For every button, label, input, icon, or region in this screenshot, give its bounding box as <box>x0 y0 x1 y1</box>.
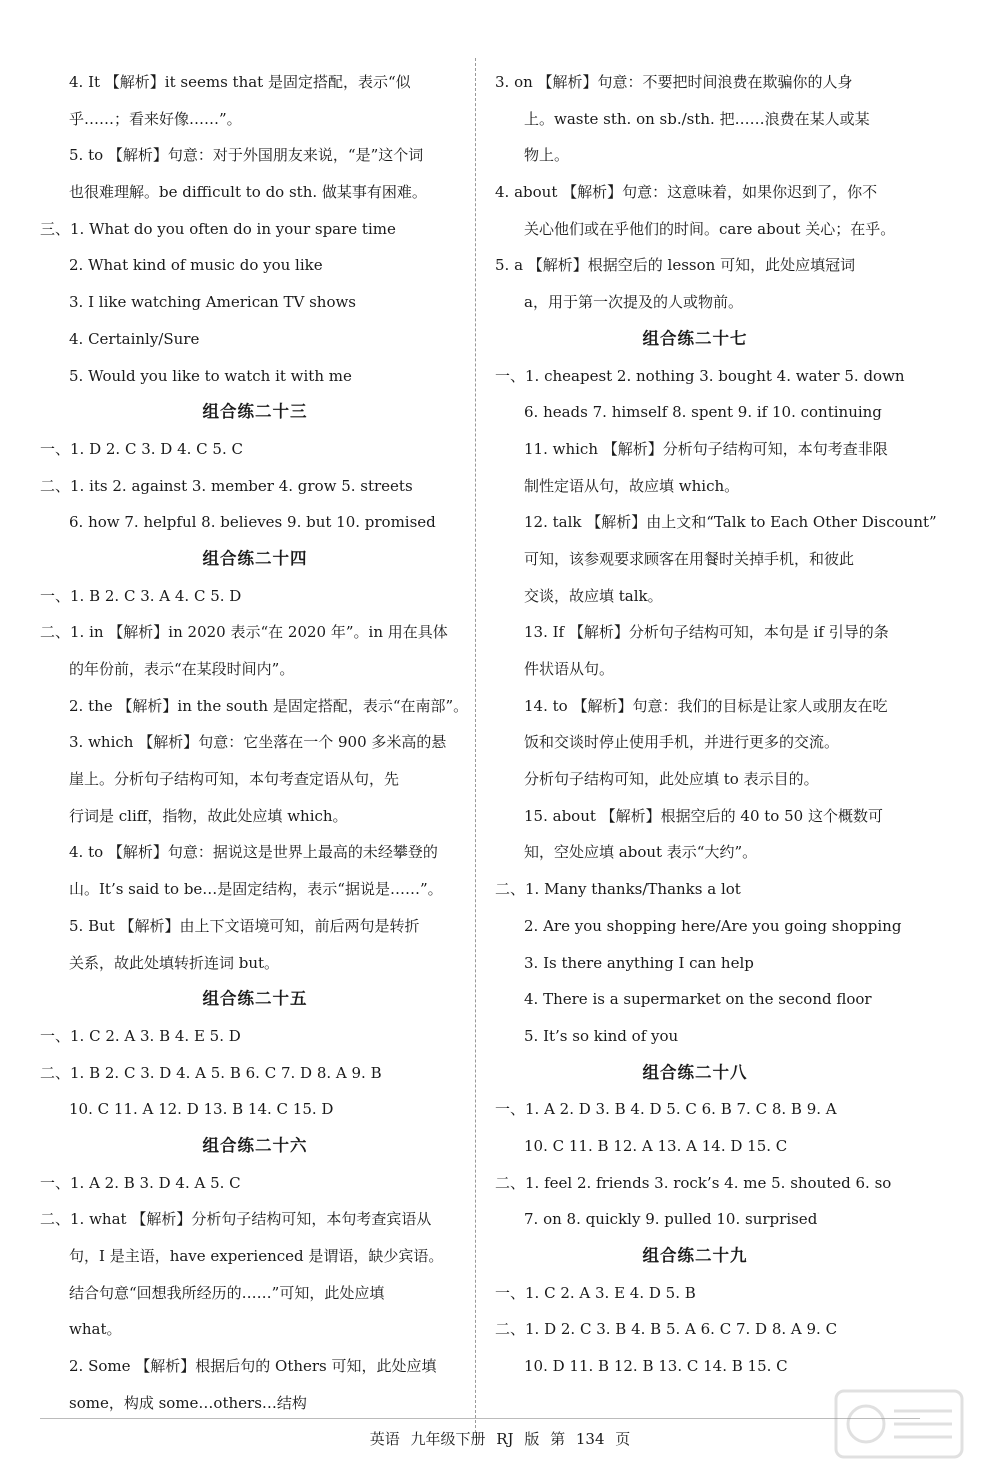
answer-line: 7. on 8. quickly 9. pulled 10. surprised <box>524 1210 818 1229</box>
answer-line: 5. But 【解析】由上下文语境可知，前后两句是转折 <box>69 916 420 935</box>
watermark-logo <box>834 1389 964 1459</box>
answer-line: 5. It’s so kind of you <box>524 1026 679 1045</box>
answer-line: 一、1. D 2. C 3. D 4. C 5. C <box>40 439 243 458</box>
answer-line: 5. Would you like to watch it with me <box>69 366 352 385</box>
answer-line: 二、1. Many thanks/Thanks a lot <box>495 880 741 899</box>
answer-line: 的年份前，表示“在某段时间内”。 <box>69 660 295 678</box>
answer-line: 制性定语从句，故应填 which。 <box>524 476 740 495</box>
answer-line: 2. Are you shopping here/Are you going shopping <box>524 916 902 935</box>
answer-line: 崖上。分析句子结构可知，本句考查定语从句，先 <box>69 770 400 789</box>
answer-line: 5. to 【解析】句意：对于外国朋友来说，“是”这个词 <box>69 146 424 165</box>
answer-line: 三、1. What do you often do in your spare time <box>40 219 396 238</box>
answer-line: 3. I like watching American TV shows <box>69 293 357 312</box>
answer-line: 饭和交谈时停止使用手机，并进行更多的交流。 <box>524 733 840 752</box>
answer-line: 一、1. B 2. C 3. A 4. C 5. D <box>40 586 242 605</box>
answer-line: 物上。 <box>524 146 570 165</box>
section-title: 组合练二十七 <box>642 328 748 348</box>
answer-line: 10. C 11. A 12. D 13. B 14. C 15. D <box>69 1100 334 1119</box>
answer-line: 4. to 【解析】句意：据说这是世界上最高的未经攀登的 <box>69 843 438 862</box>
answer-line: some，构成 some…others…结构 <box>69 1393 307 1412</box>
page-footer: 英语 九年级下册 RJ 版 第 134 页 <box>369 1430 631 1448</box>
answer-line: 4. It 【解析】it seems that 是固定搭配，表示“似 <box>69 73 411 91</box>
answer-line: 3. which 【解析】句意：它坐落在一个 900 多米高的悬 <box>69 733 447 752</box>
answer-line: 也很难理解。be difficult to do sth. 做某事有困难。 <box>69 183 427 202</box>
answer-line: 结合句意“回想我所经历的……”可知，此处应填 <box>69 1283 385 1302</box>
answer-line: 可知，该参观要求顾客在用餐时关掉手机，和彼此 <box>524 549 855 568</box>
answer-line: 11. which 【解析】分析句子结构可知，本句考查非限 <box>524 439 888 458</box>
answer-line: 一、1. cheapest 2. nothing 3. bought 4. water 5. down <box>495 366 905 385</box>
answer-line: 3. Is there anything I can help <box>524 953 754 972</box>
answer-line: 13. If 【解析】分析句子结构可知，本句是 if 引导的条 <box>524 623 889 642</box>
answer-line: 10. C 11. B 12. A 13. A 14. D 15. C <box>524 1136 788 1155</box>
answer-line: 14. to 【解析】句意：我们的目标是让家人或朋友在吃 <box>524 696 888 715</box>
answer-line: 一、1. A 2. B 3. D 4. A 5. C <box>40 1173 241 1192</box>
section-title: 组合练二十八 <box>642 1062 748 1082</box>
answer-line: 15. about 【解析】根据空后的 40 to 50 这个概数可 <box>524 806 883 825</box>
answer-line: 12. talk 【解析】由上文和“Talk to Each Other Discount” <box>524 513 937 532</box>
answer-line: 二、1. B 2. C 3. D 4. A 5. B 6. C 7. D 8. A 9. B <box>40 1063 382 1082</box>
section-title: 组合练二十三 <box>202 402 308 422</box>
answer-line: 2. What kind of music do you like <box>69 256 323 275</box>
answer-line: 关系，故此处填转折连词 but。 <box>69 953 280 972</box>
answer-line: 句，I 是主语，have experienced 是谓语，缺少宾语。 <box>69 1247 444 1265</box>
answer-line: 4. about 【解析】句意：这意味着，如果你迟到了，你不 <box>495 183 878 202</box>
answer-line: 上。waste sth. on sb./sth. 把……浪费在某人或某 <box>524 109 870 128</box>
answer-line: 山。It’s said to be…是固定结构，表示“据说是……”。 <box>69 880 443 899</box>
footer-rule <box>40 1418 920 1419</box>
answer-line: 二、1. D 2. C 3. B 4. B 5. A 6. C 7. D 8. A 9. C <box>495 1320 838 1339</box>
section-title: 组合练二十九 <box>642 1246 748 1265</box>
answer-line: 二、1. feel 2. friends 3. rock’s 4. me 5. shouted 6. so <box>495 1173 892 1192</box>
answer-line: 6. how 7. helpful 8. believes 9. but 10. promised <box>69 513 436 532</box>
answer-line: 2. the 【解析】in the south 是固定搭配，表示“在南部”。 <box>69 696 469 715</box>
answer-line: 二、1. in 【解析】in 2020 表示“在 2020 年”。in 用在具体 <box>40 623 448 642</box>
answer-line: 二、1. its 2. against 3. member 4. grow 5. streets <box>40 476 413 495</box>
answer-line: 一、1. C 2. A 3. B 4. E 5. D <box>40 1026 241 1045</box>
answer-line: 交谈，故应填 talk。 <box>524 586 663 605</box>
answer-line: a，用于第一次提及的人或物前。 <box>524 293 743 312</box>
answer-line: 6. heads 7. himself 8. spent 9. if 10. continuing <box>524 403 882 422</box>
column-divider <box>475 58 476 1438</box>
answer-line: 5. a 【解析】根据空后的 lesson 可知，此处应填冠词 <box>495 256 856 275</box>
answer-line: 一、1. A 2. D 3. B 4. D 5. C 6. B 7. C 8. B 9. A <box>495 1100 837 1119</box>
section-title: 组合练二十五 <box>202 989 308 1009</box>
answer-line: 知，空处应填 about 表示“大约”。 <box>524 843 758 862</box>
answer-line: 分析句子结构可知，此处应填 to 表示目的。 <box>524 770 819 789</box>
answer-line: 乎……；看来好像……”。 <box>69 109 242 128</box>
answer-line: 二、1. what 【解析】分析句子结构可知，本句考查宾语从 <box>40 1210 432 1229</box>
section-title: 组合练二十六 <box>202 1135 308 1155</box>
left-column <box>40 64 470 1421</box>
answer-line: what。 <box>69 1320 122 1339</box>
answer-line: 行词是 cliff，指物，故此处应填 which。 <box>69 806 348 825</box>
answer-line: 10. D 11. B 12. B 13. C 14. B 15. C <box>524 1357 788 1376</box>
answer-line: 3. on 【解析】句意：不要把时间浪费在欺骗你的人身 <box>495 73 853 91</box>
answer-line: 4. There is a supermarket on the second floor <box>524 990 872 1009</box>
answer-line: 4. Certainly/Sure <box>69 329 200 348</box>
answer-line: 关心他们或在乎他们的时间。care about 关心；在乎。 <box>524 219 896 238</box>
answer-line: 2. Some 【解析】根据后句的 Others 可知，此处应填 <box>69 1357 437 1376</box>
right-column <box>495 64 937 1385</box>
answer-line: 一、1. C 2. A 3. E 4. D 5. B <box>495 1283 696 1302</box>
answer-line: 件状语从句。 <box>524 660 615 678</box>
section-title: 组合练二十四 <box>202 548 308 568</box>
